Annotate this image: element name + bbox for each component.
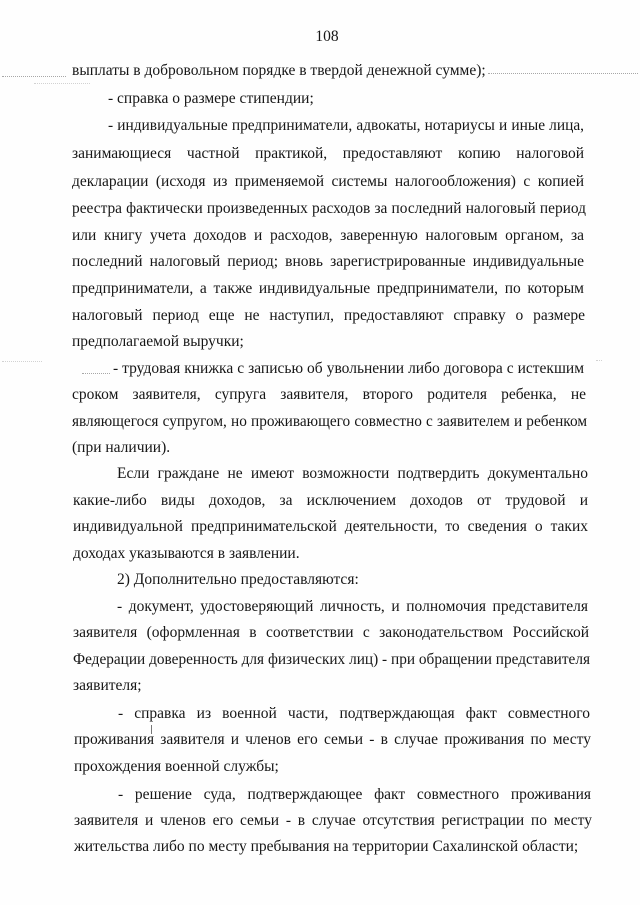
text-line: или книгу учета доходов и расходов, заверенную налоговым органом, за: [72, 227, 584, 244]
text-line: являющегося супругом, но проживающего совместно с заявителем и ребенком: [72, 413, 587, 430]
text-line: налоговый период еще не наступил, предоставляют справку о размере: [72, 307, 585, 324]
text-line: - трудовая книжка с записью об увольнении либо договора с истекшим: [113, 360, 584, 377]
text-line: Федерации доверенность для физических лиц) - при обращении представителя: [73, 651, 590, 668]
text-line: сроком заявителя, супруга заявителя, второго родителя ребенка, не: [72, 386, 586, 403]
text-line: - индивидуальные предприниматели, адвокаты, нотариусы и иные лица,: [108, 117, 584, 134]
text-line: предполагаемой выручки;: [72, 333, 244, 350]
text-line: реестра фактически произведенных расходов за последний налоговый период: [72, 200, 586, 217]
text-line: проживания заявителя и членов его семьи - в случае проживания по месту: [74, 731, 591, 748]
page-number: 108: [315, 28, 339, 45]
scan-noise: [82, 373, 110, 374]
text-line: заявителя и членов его семьи - в случае отсутствия регистрации по месту: [74, 812, 592, 829]
text-line: доходах указываются в заявлении.: [73, 545, 300, 562]
text-line: прохождения военной службы;: [74, 758, 279, 775]
scan-noise: [2, 361, 42, 362]
text-line: Если граждане не имеют возможности подтвердить документально: [117, 465, 588, 482]
text-line: какие-либо виды доходов, за исключением доходов от трудовой и: [73, 492, 588, 509]
text-line: 2) Дополнительно предоставляются:: [117, 571, 359, 588]
scan-noise: [34, 83, 90, 84]
text-line: - решение суда, подтверждающее факт совместного проживания: [118, 786, 591, 803]
scan-noise: [596, 360, 602, 361]
text-line: занимающиеся частной практикой, предоставляют копию налоговой: [72, 145, 584, 162]
text-line: декларации (исходя из применяемой системы налогообложения) с копией: [72, 173, 584, 190]
scan-noise: [2, 76, 66, 77]
text-line: (при наличии).: [72, 439, 171, 456]
text-line: жительства либо по месту пребывания на территории Сахалинской области;: [74, 838, 579, 855]
text-line: заявителя;: [73, 677, 142, 694]
text-line: предприниматели, а также индивидуальные предприниматели, по которым: [72, 280, 584, 297]
text-line: индивидуальной предпринимательской деятельности, то сведения о таких: [73, 518, 588, 535]
scan-noise: [488, 73, 638, 74]
text-line: последний налоговый период; вновь зарегистрированные индивидуальные: [72, 253, 584, 270]
text-line: выплаты в добровольном порядке в твердой денежной сумме);: [72, 62, 486, 79]
text-line: - документ, удостоверяющий личность, и полномочия представителя: [117, 598, 588, 615]
text-line: - справка о размере стипендии;: [108, 90, 314, 107]
text-line: заявителя (оформленная в соответствии с законодательством Российской: [73, 624, 589, 641]
text-line: - справка из военной части, подтверждающая факт совместного: [118, 705, 590, 722]
